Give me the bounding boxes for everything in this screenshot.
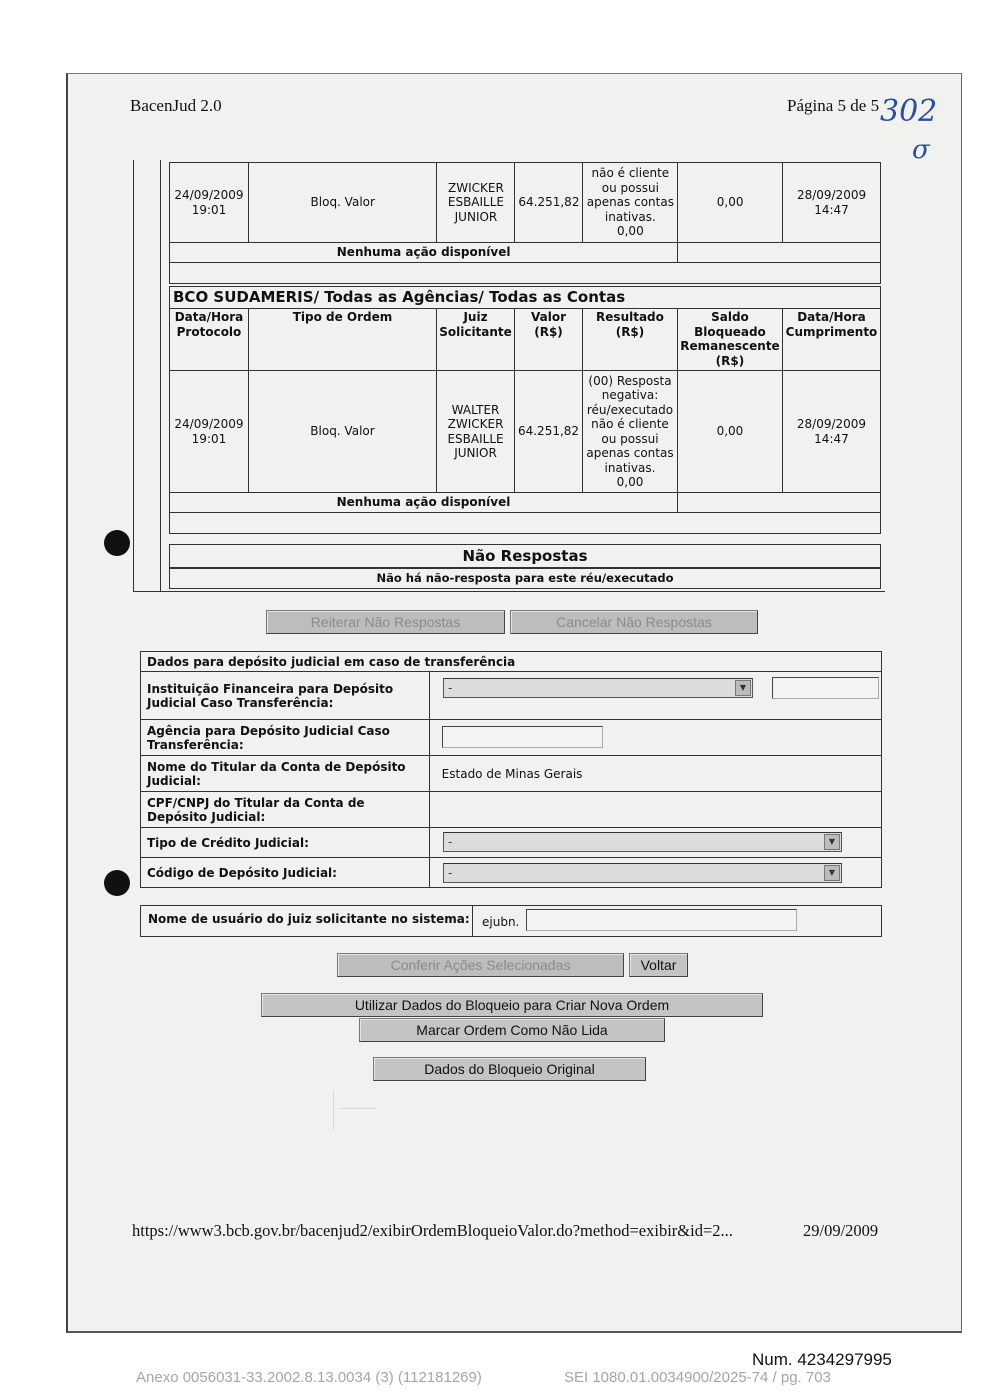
credit-type-select[interactable]: - ▼ — [443, 832, 842, 852]
table-row — [170, 371, 881, 493]
col-header-blocked: Saldo Bloqueado Remanescente (R$) — [677, 309, 782, 371]
result-cell: (00) Resposta negativa: réu/executado não é cliente ou possui apenas contas inativas. 0,00 — [583, 371, 678, 493]
agency-input[interactable] — [442, 726, 603, 748]
username-label: Nome de usuário do juiz solicitante no sistema: — [148, 912, 470, 926]
scan-artifact — [333, 1090, 334, 1130]
blocked-cell: 0,00 — [677, 371, 782, 493]
use-block-data-button[interactable]: Utilizar Dados do Bloqueio para Criar Nova Ordem — [261, 993, 763, 1017]
col-header-order-type: Tipo de Ordem — [248, 309, 436, 371]
protocol-cell: 24/09/2009 19:01 — [170, 371, 249, 493]
chevron-down-icon: ▼ — [824, 834, 840, 850]
scan-artifact — [340, 1108, 376, 1109]
username-prefix: ejubn. — [482, 915, 520, 929]
handwritten-mark: σ — [912, 135, 930, 165]
page-number: Página 5 de 5 — [787, 96, 880, 115]
non-responses-title: Não Respostas — [169, 544, 881, 568]
col-header-value: Valor (R$) — [515, 309, 583, 371]
judge-cell: ZWICKER ESBAILLE JUNIOR — [437, 163, 515, 243]
order-type-cell: Bloq. Valor — [248, 163, 437, 243]
username-input[interactable] — [526, 909, 797, 931]
bank-title: BCO SUDAMERIS/ Todas as Agências/ Todas as Contas — [170, 287, 881, 309]
col-header-result: Resultado (R$) — [583, 309, 678, 371]
confirm-actions-button[interactable]: Conferir Ações Selecionadas — [337, 953, 624, 977]
chevron-down-icon: ▼ — [824, 865, 840, 881]
no-action-text: Nenhuma ação disponível — [170, 493, 678, 513]
chevron-down-icon: ▼ — [735, 680, 751, 696]
app-title: BacenJud 2.0 — [130, 96, 222, 115]
col-header-judge: Juiz Solicitante — [437, 309, 515, 371]
punch-hole-icon — [104, 870, 130, 896]
deposit-code-select[interactable]: - ▼ — [443, 863, 842, 883]
original-block-data-button[interactable]: Dados do Bloqueio Original — [373, 1057, 646, 1081]
back-button[interactable]: Voltar — [629, 953, 688, 977]
col-header-protocol: Data/Hora Protocolo — [170, 309, 249, 371]
reiterate-button[interactable]: Reiterar Não Respostas — [266, 610, 505, 634]
order-type-cell: Bloq. Valor — [248, 371, 436, 493]
col-header-done: Data/Hora Cumprimento — [782, 309, 880, 371]
institution-code-input[interactable] — [772, 677, 879, 699]
mark-unread-button[interactable]: Marcar Ordem Como Não Lida — [359, 1018, 665, 1042]
frame-line — [160, 160, 161, 592]
punch-hole-icon — [104, 530, 130, 556]
institution-label: Instituição Financeira para Depósito Judicial Caso Transferência: — [141, 672, 430, 720]
table-row — [170, 163, 881, 243]
agency-label: Agência para Depósito Judicial Caso Transferência: — [141, 720, 430, 756]
institution-select[interactable]: - ▼ — [443, 678, 753, 698]
credit-type-label: Tipo de Crédito Judicial: — [141, 828, 430, 858]
result-cell: não é cliente ou possui apenas contas inativas. 0,00 — [583, 163, 678, 243]
no-action-text: Nenhuma ação disponível — [170, 243, 678, 263]
handwritten-folio: 302 — [880, 94, 938, 129]
document-number: Num. 4234297995 — [752, 1350, 892, 1369]
deposit-title: Dados para depósito judicial em caso de transferência — [141, 652, 882, 672]
non-responses-message: Não há não-resposta para este réu/executado — [169, 568, 881, 589]
value-cell: 64.251,82 — [515, 163, 583, 243]
deposit-code-label: Código de Depósito Judicial: — [141, 858, 430, 888]
frame-bottom-line — [133, 591, 885, 592]
result-table-continued — [169, 162, 881, 284]
footer-date: 29/09/2009 — [803, 1221, 879, 1240]
annex-reference: Anexo 0056031-33.2002.8.13.0034 (3) (112181269) — [136, 1369, 482, 1386]
done-cell: 28/09/2009 14:47 — [782, 371, 880, 493]
sei-reference: SEI 1080.01.0034900/2025-74 / pg. 703 — [564, 1369, 831, 1386]
footer-url: https://www3.bcb.gov.br/bacenjud2/exibirOrdemBloqueioValor.do?method=exibir&id=2... — [132, 1221, 733, 1240]
holder-value: Estado de Minas Gerais — [429, 756, 881, 792]
blocked-cell: 0,00 — [678, 163, 783, 243]
holder-label: Nome do Titular da Conta de Depósito Judicial: — [141, 756, 430, 792]
bank-result-table — [169, 286, 881, 534]
value-cell: 64.251,82 — [515, 371, 583, 493]
protocol-cell: 24/09/2009 19:01 — [170, 163, 249, 243]
cpf-label: CPF/CNPJ do Titular da Conta de Depósito Judicial: — [141, 792, 430, 828]
judge-cell: WALTER ZWICKER ESBAILLE JUNIOR — [437, 371, 515, 493]
done-cell: 28/09/2009 14:47 — [783, 163, 881, 243]
cancel-non-responses-button[interactable]: Cancelar Não Respostas — [510, 610, 758, 634]
frame-line — [133, 160, 134, 592]
header-row — [170, 309, 881, 371]
